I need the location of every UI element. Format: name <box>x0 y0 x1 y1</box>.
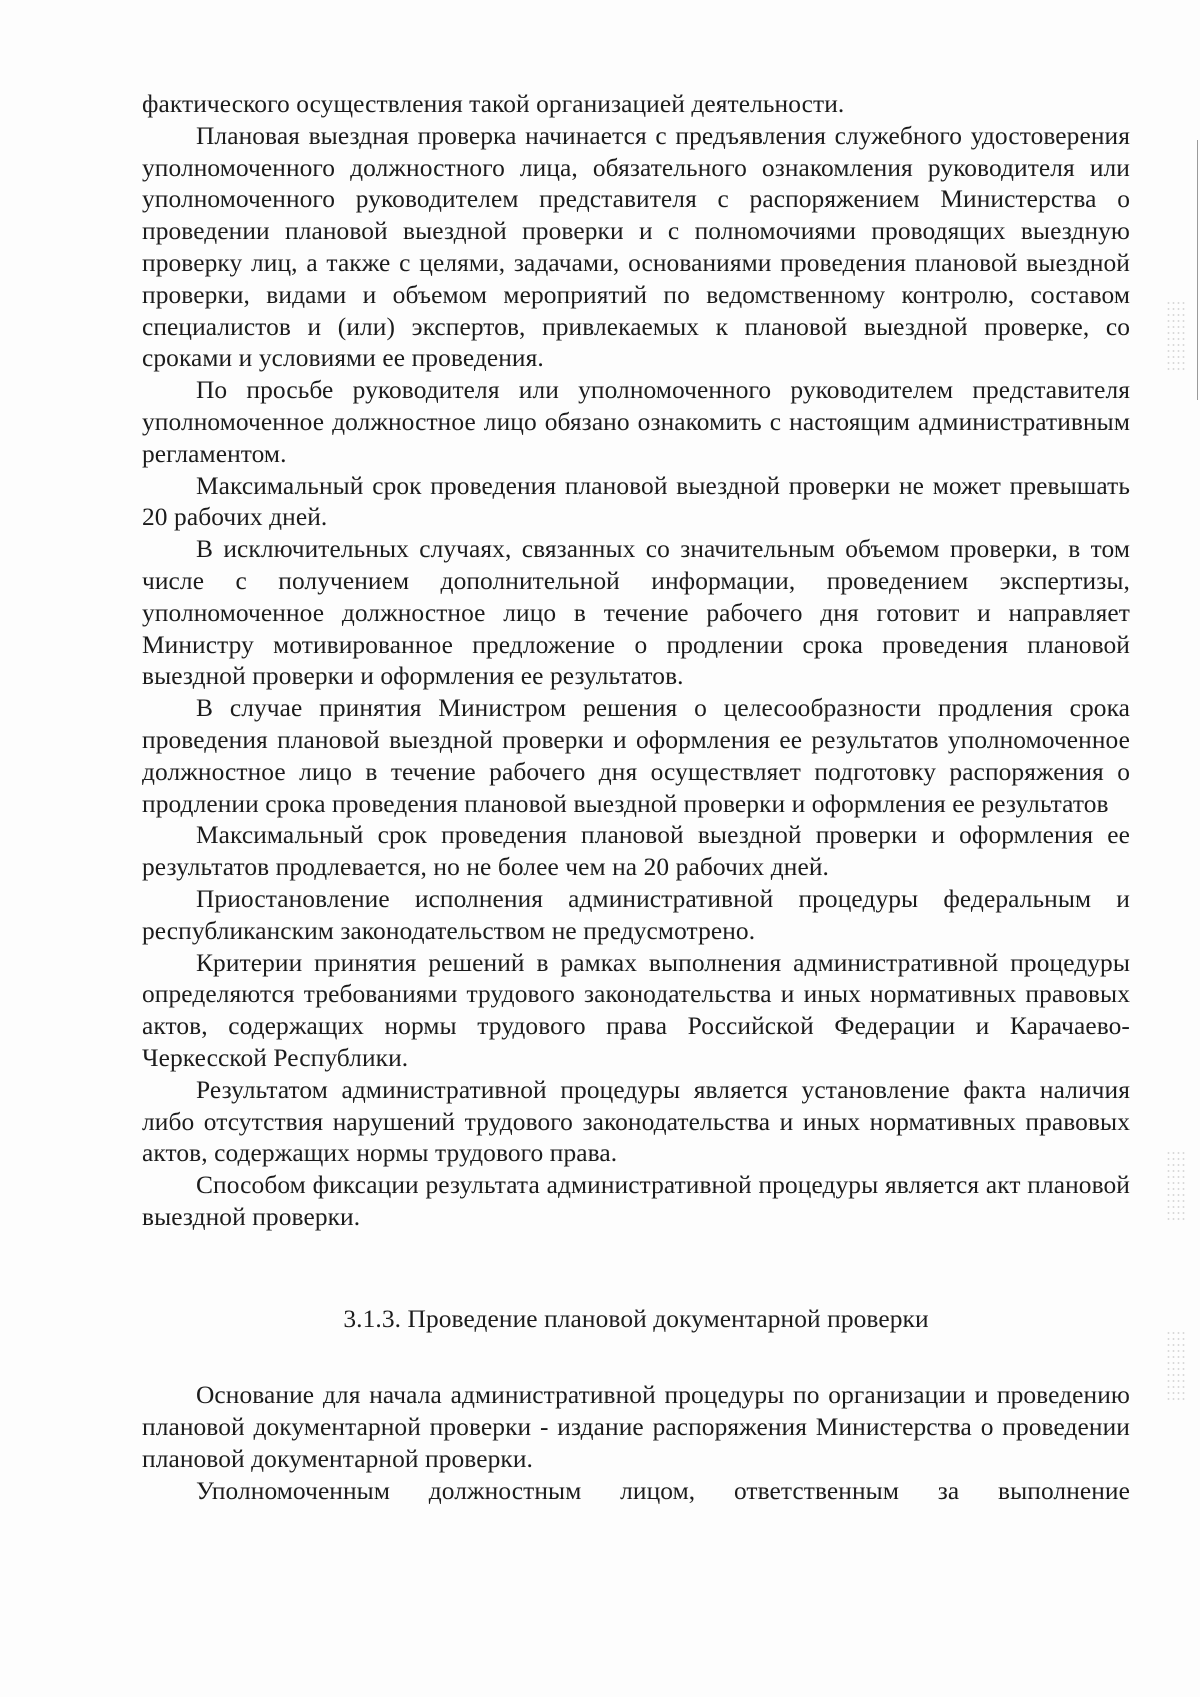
scan-noise <box>1166 1150 1186 1220</box>
paragraph: В исключительных случаях, связанных со значительным объемом проверки, в том числе с получением дополнительной информации, проведением экспертизы, уполномоченное должностное лицо в течение рабочего дня готовит и направляет Министру мотивированное предложение о продлении срока проведения плановой выездной проверки и оформления ее результатов. <box>142 535 1130 691</box>
section-heading: 3.1.3. Проведение плановой документарной проверки <box>343 1304 929 1333</box>
paragraph: В случае принятия Министром решения о целесообразности продления срока проведения плановой выездной проверки и оформления ее результатов уполномоченное должностное лицо в течение рабочего дня осуществляет подготовку распоряжения о продлении срока проведения плановой выездной проверки и оформления ее результатов <box>142 694 1130 818</box>
paragraph: По просьбе руководителя или уполномоченного руководителем представителя уполномоченное должностное лицо обязано ознакомить с настоящим административным регламентом. <box>142 376 1130 468</box>
paragraph: Способом фиксации результата административной процедуры является акт плановой выездной проверки. <box>142 1171 1130 1231</box>
paragraph: фактического осуществления такой организацией деятельности. <box>142 90 845 118</box>
paragraph: Максимальный срок проведения плановой выездной проверки не может превышать 20 рабочих дней. <box>142 471 1130 532</box>
paragraph: Приостановление исполнения административной процедуры федеральным и республиканским законодательством не предусмотрено. <box>142 884 1130 945</box>
paragraph: Результатом административной процедуры является установление факта наличия либо отсутствия нарушений трудового законодательства и иных нормативных правовых актов, содержащих нормы трудового права. <box>142 1075 1130 1168</box>
scan-noise <box>1166 1330 1186 1400</box>
paragraph: Уполномоченным должностным лицом, ответственным за выполнение <box>196 1476 1130 1505</box>
paragraph: Основание для начала административной процедуры по организации и проведению плановой документарной проверки - издание распоряжения Министерства о проведении плановой документарной проверки. <box>142 1381 1130 1474</box>
paragraph: Критерии принятия решений в рамках выполнения административной процедуры определяются требованиями трудового законодательства и иных нормативных правовых актов, содержащих нормы трудового права Российской Федерации и Карачаево-Черкесской Республики. <box>142 948 1130 1072</box>
document-body <box>142 89 1130 1508</box>
scan-noise <box>1166 300 1186 370</box>
paragraph: Плановая выездная проверка начинается с предъявления служебного удостоверения уполномоченного должностного лица, обязательного ознакомления руководителя или уполномоченного руководителем представителя с распоряжением Министерства о проведении плановой выездной проверки и с полномочиями проводящих выездную проверку лиц, а также с целями, задачами, основаниями проведения плановой выездной проверки, видами и объемом мероприятий по ведомственному контролю, составом специалистов и (или) экспертов, привлекаемых к плановой выездной проверке, со сроками и условиями ее проведения. <box>142 121 1130 373</box>
scan-edge-line <box>1197 140 1198 400</box>
paragraph: Максимальный срок проведения плановой выездной проверки и оформления ее результатов продлевается, но не более чем на 20 рабочих дней. <box>142 821 1130 882</box>
